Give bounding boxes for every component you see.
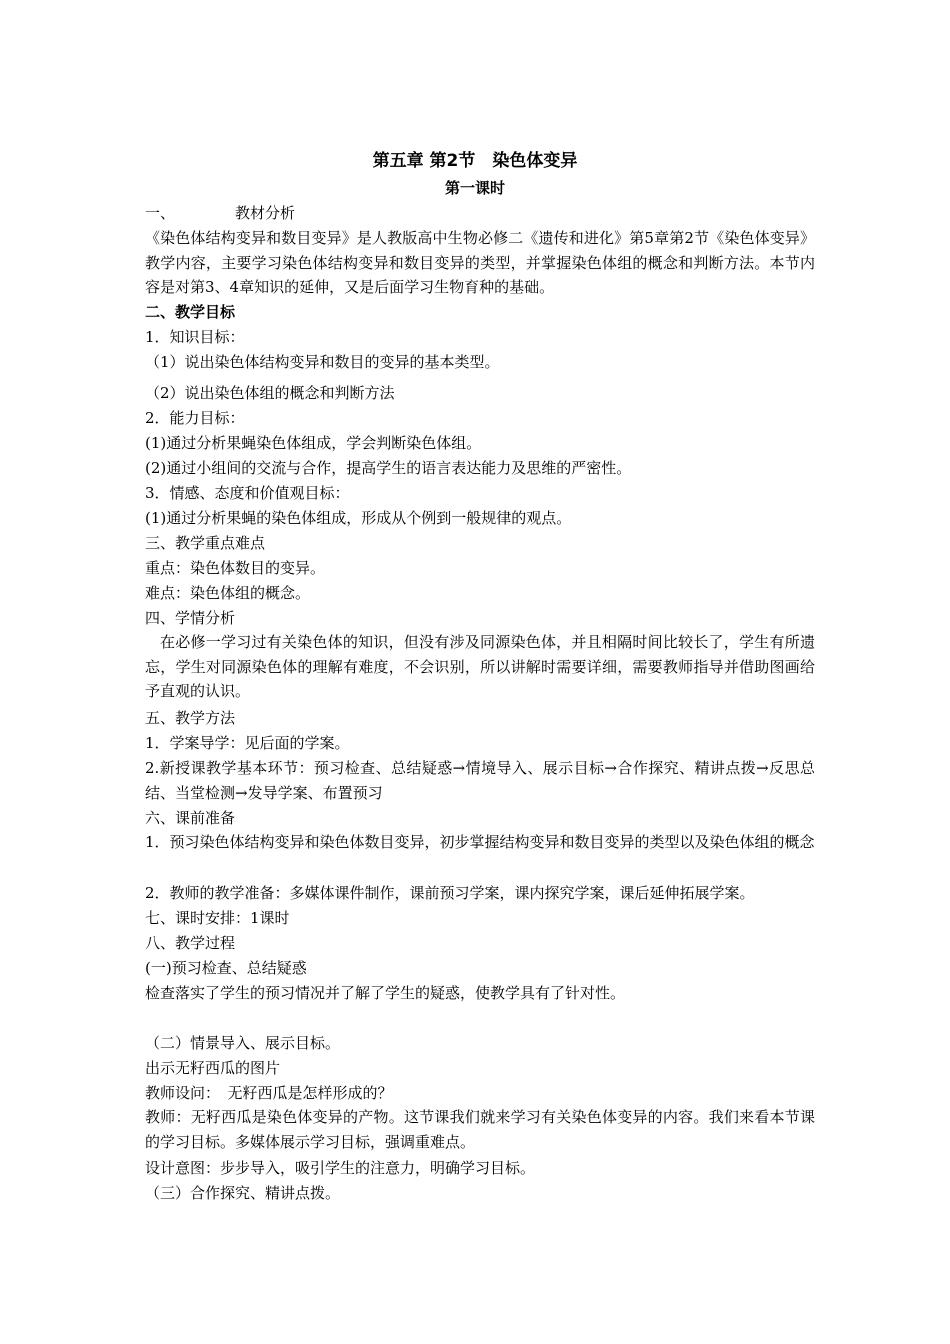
method-item-1: 1．学案导学：见后面的学案。	[145, 734, 350, 752]
section-heading-2: 二、教学目标	[145, 303, 236, 321]
goal-emotion-item-1: (1)通过分析果蝇的染色体组成，形成从个例到一般规律的观点。	[145, 509, 572, 527]
step-2-line-2: 教师设问： 无籽西瓜是怎样形成的？	[145, 1084, 393, 1102]
prep-item-2: 2．教师的教学准备：多媒体课件制作，课前预习学案，课内探究学案，课后延伸拓展学案。	[145, 884, 755, 902]
difficulty-point: 难点：染色体组的概念。	[145, 584, 311, 602]
section-heading-7: 七、课时安排：1课时	[145, 909, 290, 927]
step-2-title: （二）情景导入、展示目标。	[145, 1034, 341, 1052]
section-title: 教材分析	[235, 204, 296, 222]
step-2-paragraph: 教师：无籽西瓜是染色体变异的产物。这节课我们就来学习有关染色体变异的内容。我们来看本节课的学习目标。多媒体展示学习目标，强调重难点。	[145, 1108, 815, 1151]
goal-knowledge-item-2: （2）说出染色体组的概念和判断方法	[145, 384, 395, 402]
goal-ability-item-1: (1)通过分析果蝇染色体组成，学会判断染色体组。	[145, 434, 482, 452]
step-2-line-3: 设计意图：步步导入，吸引学生的注意力，明确学习目标。	[145, 1159, 536, 1177]
section-heading-6: 六、课前准备	[145, 809, 236, 827]
step-3-title: （三）合作探究、精讲点拨。	[145, 1184, 341, 1202]
page-title: 第五章 第2节 染色体变异	[372, 151, 578, 171]
page-subtitle: 第一课时	[444, 179, 505, 197]
prep-item-1: 1．预习染色体结构变异和染色体数目变异，初步掌握结构变异和数目变异的类型以及染色体组的概念	[145, 833, 815, 851]
goal-ability: 2．能力目标：	[145, 409, 245, 427]
goal-knowledge: 1．知识目标：	[145, 328, 245, 346]
key-point: 重点：染色体数目的变异。	[145, 559, 326, 577]
goal-emotion: 3．情感、态度和价值观目标：	[145, 484, 350, 502]
step-1-title: (一)预习检查、总结疑惑	[145, 959, 307, 977]
paragraph-textbook-analysis: 《染色体结构变异和数目变异》是人教版高中生物必修二《遗传和进化》第5章第2节《染色体变异》教学内容，主要学习染色体结构变异和数目变异的类型，并掌握染色体组的概念和判断方法。本节内容是对第3、4章知识的延伸，又是后面学习生物育种的基础。	[145, 229, 815, 296]
step-1-text: 检查落实了学生的预习情况并了解了学生的疑惑，使教学具有了针对性。	[145, 984, 626, 1002]
section-heading-5: 五、教学方法	[145, 709, 236, 727]
section-heading-3: 三、教学重点难点	[145, 534, 266, 552]
paragraph-student-analysis: 在必修一学习过有关染色体的知识，但没有涉及同源染色体，并且相隔时间比较长了，学生有所遗忘，学生对同源染色体的理解有难度，不会识别，所以讲解时需要详细，需要教师指导并借助图画给予直观的认识。	[145, 633, 815, 700]
goal-knowledge-item-1: （1）说出染色体结构变异和数目的变异的基本类型。	[145, 353, 500, 371]
section-heading-4: 四、学情分析	[145, 609, 236, 627]
section-heading-8: 八、教学过程	[145, 934, 236, 952]
method-item-2: 2.新授课教学基本环节：预习检查、总结疑惑→情境导入、展示目标→合作探究、精讲点拨→反思总结、当堂检测→发导学案、布置预习	[145, 759, 815, 802]
section-number: 一、	[145, 204, 176, 222]
goal-ability-item-2: (2)通过小组间的交流与合作，提高学生的语言表达能力及思维的严密性。	[145, 459, 632, 477]
section-heading-1	[145, 203, 815, 223]
step-2-line-1: 出示无籽西瓜的图片	[145, 1059, 281, 1077]
